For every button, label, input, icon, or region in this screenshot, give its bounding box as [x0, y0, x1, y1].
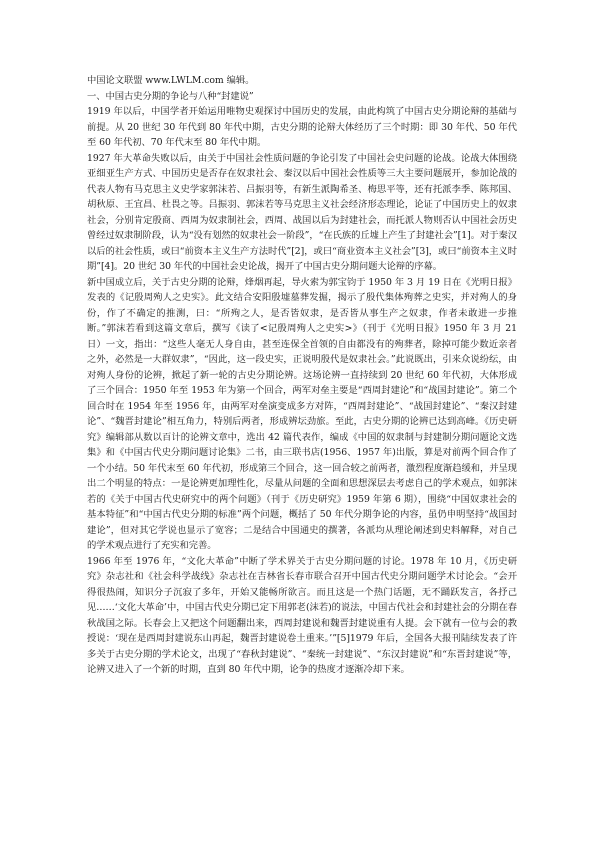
paragraph-2: 1927 年大革命失败以后，由关于中国社会性质问题的争论引发了中国社会史问题的论战。论战大体围绕亚细亚生产方式、中国历史是否存在奴隶社会、秦汉以后中国社会性质等三大主要问题展开，参加论战的代表人物有马克思主义史学家郭沫若、吕振羽等，有新生派陶希圣、梅思平等，还有托派李季、陈邦国、胡秋原、王宜昌、杜畏之等。吕振羽、郭沫若等马克思主义社会经济形态理论，论证了中国历史上的奴隶社会，分别肯定殷商、西周为奴隶制社会，西周、战国以后为封建社会，而托派人物则否认中国社会历史曾经过奴隶制阶段，认为“没有划然的奴隶社会一阶段”，“在氏族的丘墟上产生了封建社会”[1]。对于秦汉以后的社会性质，或曰“前资本主义生产方法时代”[2]，或曰“商业资本主义社会”[3]，或曰“前资本主义时期”[4]。20 世纪 30 年代的中国社会史论战，揭开了中国古史分期问题大论辩的序幕。	[87, 152, 517, 272]
paragraph-3: 新中国成立后，关于古史分期的论辩，烽烟再起，导火索为郭宝钧于 1950 年 3 月 19 日在《光明日报》发表的《记殷周殉人之史实》。此文结合安阳殷墟墓葬发掘，揭示了殷代集体殉葬之史实，并对殉人的身份，作了不确定的推测，曰：“所殉之人，是否皆奴隶，是否皆从事生产之奴隶，作者未敢进一步推断。”郭沫若看到这篇文章后，撰写《读了<记殷周殉人之史实>》（刊于《光明日报》1950 年 3 月 21 日）一文，指出：“这些人毫无人身自由，甚至连保全首领的自由都没有的殉葬者，除掉可能少数近亲者之外，必然是一大群奴隶”，“因此，这一段史实，正说明殷代是奴隶社会。”此说既出，引来众说纷纭，由对殉人身份的论辨，掀起了新一轮的古史分期论辨。这场论辨一直持续到 20 世纪 60 年代初，大体形成了三个回合：1950 年至 1953 年为第一个回合，两军对垒主要是“西周封建论”和“战国封建论”。第二个回合时在 1954 年至 1956 年，由两军对垒演变成多方对阵，“西周封建论”、“战国封建论”、“秦汉封建论”、“魏晋封建论”相互角力，特别后两者，形成辨坛劲旅。至此，古史分期的论辨已达到高峰。《历史研究》编辑部从数以百计的论辨文章中，选出 42 篇代表作，编成《中国的奴隶制与封建制分期问题论文选集》和《中国古代史分期问题讨论集》二书，由三联书店(1956、1957 年)出版，算是对前两个回合作了一个小结。50 年代末至 60 年代初，形成第三个回合，这一回合较之前两者，激烈程度渐趋缓和，并呈现出二个明显的特点：一是论辨更加理性化，尽量从问题的全面和思想深层去考虑自己的学术观点，如郭沫若的《关于中国古代史研究中的两个问题》（刊于《历史研究》1959 年第 6 期），围绕“中国奴隶社会的基本特征”和“中国古代史分期的标准”两个问题，概括了 50 年代分期争论的内容，虽仍申明坚持“战国封建论”，但对其它学说也显示了宽容；二是结合中国通史的撰著，各派均从理论阐述到史料解释，对自己的学术观点进行了充实和完善。	[87, 276, 517, 551]
paragraph-1: 1919 年以后，中国学者开始运用唯物史观探讨中国历史的发展，由此构筑了中国古史分期论辩的基础与前提。从 20 世纪 30 年代到 80 年代中期，古史分期的论辩大体经历了三个时期：即 30 年代、50 年代至 60 年代初、70 年代末至 80 年代中期。	[87, 106, 517, 148]
section-heading: 一、中国古史分期的争论与八种“封建说”	[87, 90, 254, 102]
paragraph-4: 1966 年至 1976 年，“文化大革命”中断了学术界关于古史分期问题的讨论。1978 年 10 月，《历史研究》杂志社和《社会科学战线》杂志社在吉林省长春市联合召开中国古代史分期问题学术讨论会。“会开得很热闹，知识分子沉寂了多年，开始又能畅所欲言。而且这是一个热门话题，无不踊跃发言，各抒己见……‘文化大革命’中，中国古代史分期已定下用郭老(沫若)的说法，中国古代社会和封建社会的分期在春秋战国之际。长春会上又把这个问题翻出来，西周封建说和魏晋封建说重有人提。会下就有一位与会的教授说：‘现在是西周封建说东山再起，魏晋封建说卷土重来。’”[5]1979 年后，全国各大报刊陆续发表了许多关于古史分期的学术论文，出现了“春秋封建说”、“秦统一封建说”、“东汉封建说”和“东晋封建说”等，论辨又进入了一个新的时期，直到 80 年代中期，论争的热度才逐渐冷却下来。	[87, 555, 517, 675]
document-page	[87, 73, 517, 678]
source-line: 中国论文联盟 www.LWLM.com 编辑。	[87, 75, 255, 86]
